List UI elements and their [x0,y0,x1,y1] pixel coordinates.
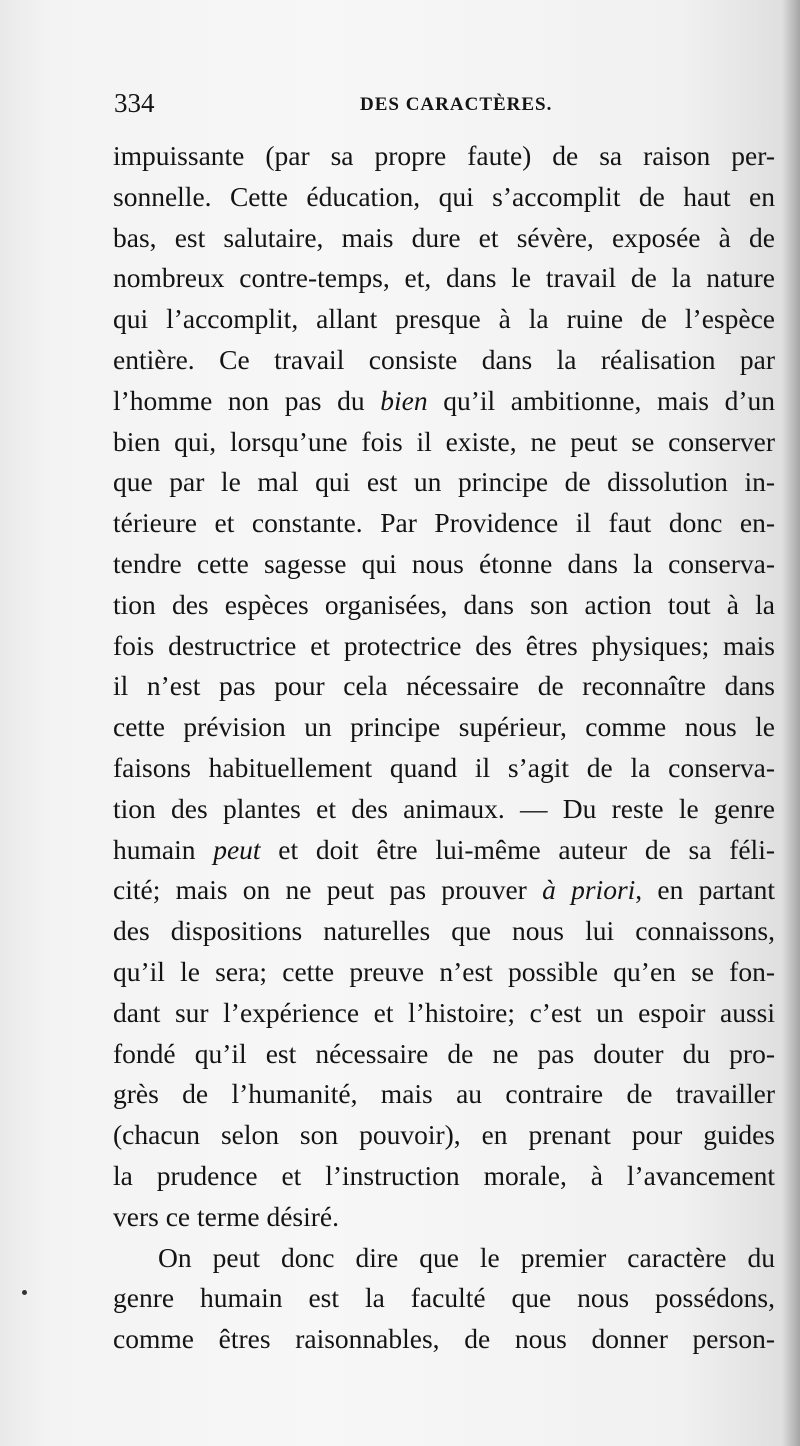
text-line: impuissante (par sa propre faute) de sa raison per- [113,140,775,171]
text-line: grès de l’humanité, mais au contraire de travailler [113,1078,775,1110]
text-line: comme êtres raisonnables, de nous donner person- [113,1323,775,1355]
italic-word: peut [213,833,261,865]
text-line: térieure et constante. Par Providence il faut donc en- [113,507,775,539]
text-line: entière. Ce travail consiste dans la réalisation par [113,343,775,375]
text-line: la prudence et l’instruction morale, à l’avancement [113,1159,775,1191]
text-line: des dispositions naturelles que nous lui connaissons, [113,915,775,947]
text-line: humain peut et doit être lui-même auteur de sa féli- [113,833,775,865]
body-text [113,136,775,1360]
text-line: l’homme non pas du bien qu’il ambitionne, mais d’un [113,384,775,416]
running-title: DES CARACTÈRES. [360,94,553,115]
text-line: tendre cette sagesse qui nous étonne dans la conserva- [113,547,775,579]
text-line: tion des espèces organisées, dans son action tout à la [113,588,775,620]
text-line: que par le mal qui est un principe de dissolution in- [113,466,775,498]
page-edge-shadow [782,0,800,1446]
italic-word: bien [380,384,428,416]
text-line: fondé qu’il est nécessaire de ne pas douter du pro- [113,1037,775,1069]
text-line: vers ce terme désiré. [113,1200,339,1232]
text-line: sonnelle. Cette éducation, qui s’accomplit de haut en [113,180,775,212]
text-line: il n’est pas pour cela nécessaire de reconnaître dans [113,670,775,702]
text-line: (chacun selon son pouvoir), en prenant pour guides [113,1119,775,1151]
text-line: qu’il le sera; cette preuve n’est possible qu’en se fon- [113,955,775,987]
text-line: nombreux contre-temps, et, dans le travail de la nature [113,262,775,294]
text-line: cette prévision un principe supérieur, comme nous le [113,711,775,743]
text-line: On peut donc dire que le premier caractère du [158,1241,775,1273]
ink-speck [22,1290,27,1295]
text-line: tion des plantes et des animaux. — Du reste le genre [113,792,775,824]
page-number: 334 [114,88,155,118]
italic-word: à priori [542,874,636,906]
page-header [114,88,764,128]
text-line: qui l’accomplit, allant presque à la ruine de l’espèce [113,303,775,335]
text-line: dant sur l’expérience et l’histoire; c’est un espoir aussi [113,996,775,1028]
text-line: bas, est salutaire, mais dure et sévère, exposée à de [113,221,775,253]
text-line: bien qui, lorsqu’une fois il existe, ne peut se conserver [113,425,775,457]
text-line: faisons habituellement quand il s’agit de la conserva- [113,751,775,783]
text-line: cité; mais on ne peut pas prouver à priori, en partant [113,874,775,906]
text-line: fois destructrice et protectrice des êtres physiques; mais [113,629,775,661]
text-line: genre humain est la faculté que nous possédons, [113,1282,775,1314]
